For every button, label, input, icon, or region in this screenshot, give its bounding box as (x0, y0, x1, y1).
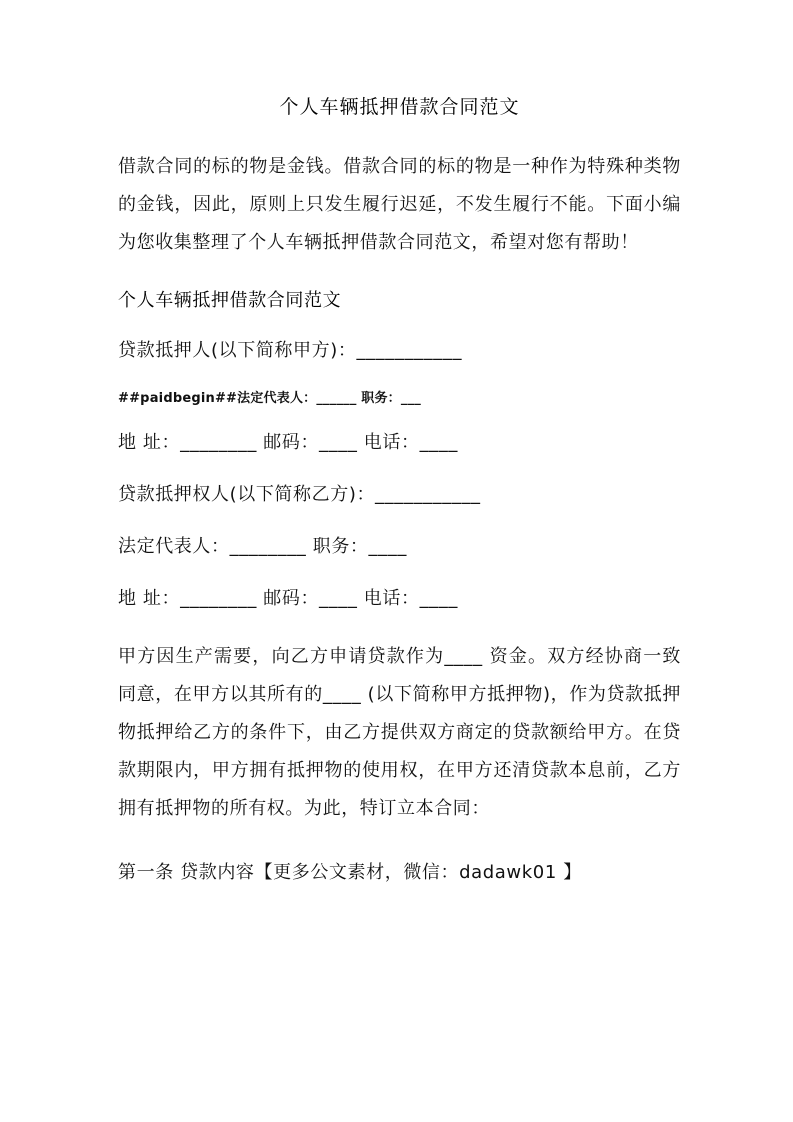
party-a-line: 贷款抵押人(以下简称甲方)：___________ (118, 340, 463, 361)
paid-marker-line: ##paidbegin##法定代表人：______ 职务：___ (118, 391, 421, 406)
intro-paragraph: 借款合同的标的物是金钱。借款合同的标的物是一种作为特殊种类物的金钱，因此，原则上只发生履行迟延，不发生履行不能。下面小编为您收集整理了个人车辆抵押借款合同范文，希望对您有帮助！ (118, 156, 681, 253)
party-a-address-line: 地 址：________ 邮码：____ 电话：____ (118, 432, 458, 453)
party-b-line: 贷款抵押权人(以下简称乙方)：___________ (118, 484, 481, 505)
party-b-representative-line: 法定代表人：________ 职务：____ (118, 536, 407, 557)
page-title: 个人车辆抵押借款合同范文 (279, 96, 520, 118)
document-subtitle: 个人车辆抵押借款合同范文 (118, 290, 342, 311)
body-paragraph: 甲方因生产需要，向乙方申请贷款作为____ 资金。双方经协商一致同意，在甲方以其所有的____ (以下简称甲方抵押物)，作为贷款抵押物抵押给乙方的条件下，由乙方提供双方商定的贷款额给甲方。在贷款期限内，甲方拥有抵押物的使用权，在甲方还清贷款本息前，乙方拥有抵押物的所有权。为此，特订立本合同： (118, 646, 681, 819)
party-b-address-line: 地 址：________ 邮码：____ 电话：____ (118, 588, 458, 609)
article-one-heading: 第一条 贷款内容【更多公文素材，微信：dadawk01 】 (118, 862, 582, 883)
